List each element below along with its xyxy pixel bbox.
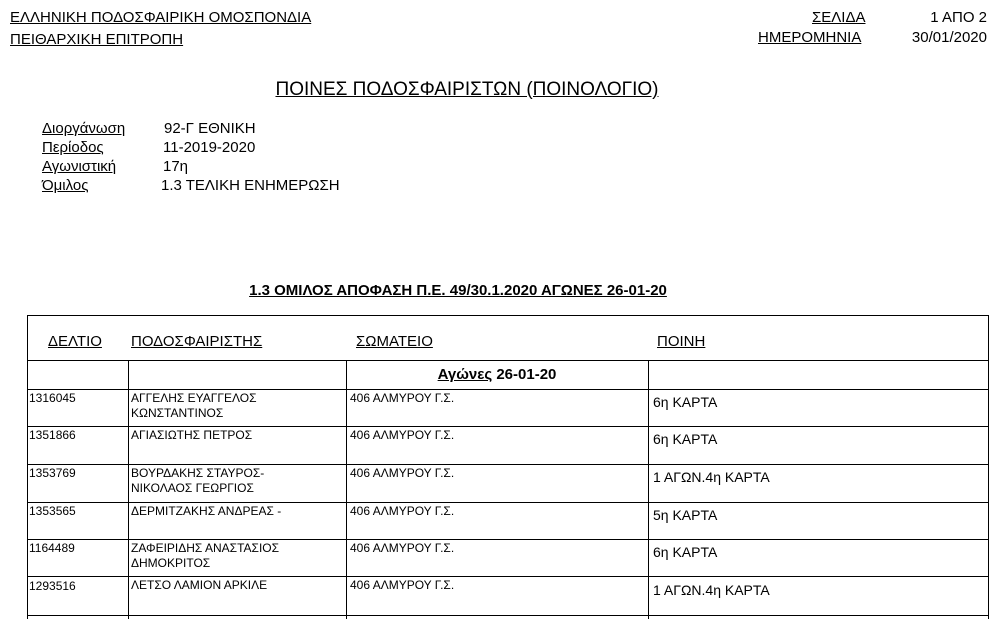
group-label: Αγώνες: [437, 366, 493, 383]
club-name: 406 ΑΛΜΥΡΟΥ Γ.Σ.: [350, 466, 455, 480]
column-header-penalty: ΠΟΙΝΗ: [657, 333, 706, 350]
penalty: 6η ΚΑΡΤΑ: [653, 544, 718, 560]
date-label: ΗΜΕΡΟΜΗΝΙΑ: [758, 29, 862, 46]
info-label-period: Περίοδος: [42, 139, 104, 156]
player-name: ΒΟΥΡΔΑΚΗΣ ΣΤΑΥΡΟΣ-: [131, 466, 265, 480]
penalty: 5η ΚΑΡΤΑ: [653, 507, 718, 523]
page-title: ΠΟΙΝΕΣ ΠΟΔΟΣΦΑΙΡΙΣΤΩΝ (ΠΟΙΝΟΛΟΓΙΟ): [275, 79, 659, 100]
player-name: ΑΓΙΑΣΙΩΤΗΣ ΠΕΤΡΟΣ: [131, 428, 253, 442]
club-name: 406 ΑΛΜΥΡΟΥ Γ.Σ.: [350, 391, 455, 405]
club-name: 406 ΑΛΜΥΡΟΥ Γ.Σ.: [350, 578, 455, 592]
info-value-period: 11-2019-2020: [163, 139, 256, 156]
table-divider: [28, 389, 988, 390]
page-label: ΣΕΛΙΔΑ: [812, 9, 866, 26]
player-name: ΔΕΡΜΙΤΖΑΚΗΣ ΑΝΔΡΕΑΣ -: [131, 504, 282, 518]
column-divider: [346, 360, 347, 619]
card-number: 1351866: [29, 428, 76, 442]
table-divider: [28, 539, 988, 540]
penalty: 1 ΑΓΩΝ.4η ΚΑΡΤΑ: [653, 469, 770, 485]
column-header-club: ΣΩΜΑΤΕΙΟ: [356, 333, 433, 350]
group-heading: [346, 366, 648, 383]
table-divider: [28, 426, 988, 427]
player-name: ΖΑΦΕΙΡΙΔΗΣ ΑΝΑΣΤΑΣΙΟΣ: [131, 541, 280, 555]
player-name-continued: ΝΙΚΟΛΑΟΣ ΓΕΩΡΓΙΟΣ: [131, 481, 254, 495]
card-number: 1316045: [29, 391, 76, 405]
info-value-group: 1.3 ΤΕΛΙΚΗ ΕΝΗΜΕΡΩΣΗ: [161, 177, 340, 194]
column-header-card: ΔΕΛΤΙΟ: [48, 333, 102, 350]
info-value-competition: 92-Γ ΕΘΝΙΚΗ: [164, 120, 256, 137]
penalty: 6η ΚΑΡΤΑ: [653, 431, 718, 447]
card-number: 1293516: [29, 579, 76, 593]
column-divider: [128, 360, 129, 619]
column-header-player: ΠΟΔΟΣΦΑΙΡΙΣΤΗΣ: [131, 333, 263, 350]
table-divider: [28, 464, 988, 465]
page-number: 1 ΑΠΟ 2: [930, 9, 987, 26]
table-divider: [28, 576, 988, 577]
penalties-table: [27, 315, 989, 619]
table-divider: [28, 502, 988, 503]
info-label-matchday: Αγωνιστική: [42, 158, 117, 175]
player-name-continued: ΔΗΜΟΚΡΙΤΟΣ: [131, 556, 211, 570]
committee-name: ΠΕΙΘΑΡΧΙΚΗ ΕΠΙΤΡΟΠΗ: [10, 31, 184, 48]
section-title: 1.3 ΟΜΙΛΟΣ ΑΠΟΦΑΣΗ Π.Ε. 49/30.1.2020 ΑΓΩΝΕΣ 26-01-20: [249, 282, 667, 299]
column-divider: [648, 360, 649, 619]
player-name-continued: ΚΩΝΣΤΑΝΤΙΝΟΣ: [131, 406, 224, 420]
club-name: 406 ΑΛΜΥΡΟΥ Γ.Σ.: [350, 541, 455, 555]
penalty: 1 ΑΓΩΝ.4η ΚΑΡΤΑ: [653, 582, 770, 598]
info-value-matchday: 17η: [163, 158, 189, 175]
penalty: 6η ΚΑΡΤΑ: [653, 394, 718, 410]
club-name: 406 ΑΛΜΥΡΟΥ Γ.Σ.: [350, 504, 455, 518]
table-divider: [28, 360, 988, 361]
card-number: 1353769: [29, 466, 76, 480]
organization-name: ΕΛΛΗΝΙΚΗ ΠΟΔΟΣΦΑΙΡΙΚΗ ΟΜΟΣΠΟΝΔΙΑ: [10, 9, 312, 26]
document-date: 30/01/2020: [911, 29, 987, 46]
card-number: 1353565: [29, 504, 76, 518]
card-number: 1164489: [29, 541, 75, 555]
player-name: ΑΓΓΕΛΗΣ ΕΥΑΓΓΕΛΟΣ: [131, 391, 257, 405]
player-name: ΛΕΤΣΟ ΛΑΜΙΟΝ ΑΡΚΙΛΕ: [131, 578, 268, 592]
table-divider: [28, 615, 988, 616]
info-label-group: Όμιλος: [42, 177, 89, 194]
info-label-competition: Διοργάνωση: [42, 120, 126, 137]
club-name: 406 ΑΛΜΥΡΟΥ Γ.Σ.: [350, 428, 455, 442]
group-date: 26-01-20: [496, 366, 557, 383]
